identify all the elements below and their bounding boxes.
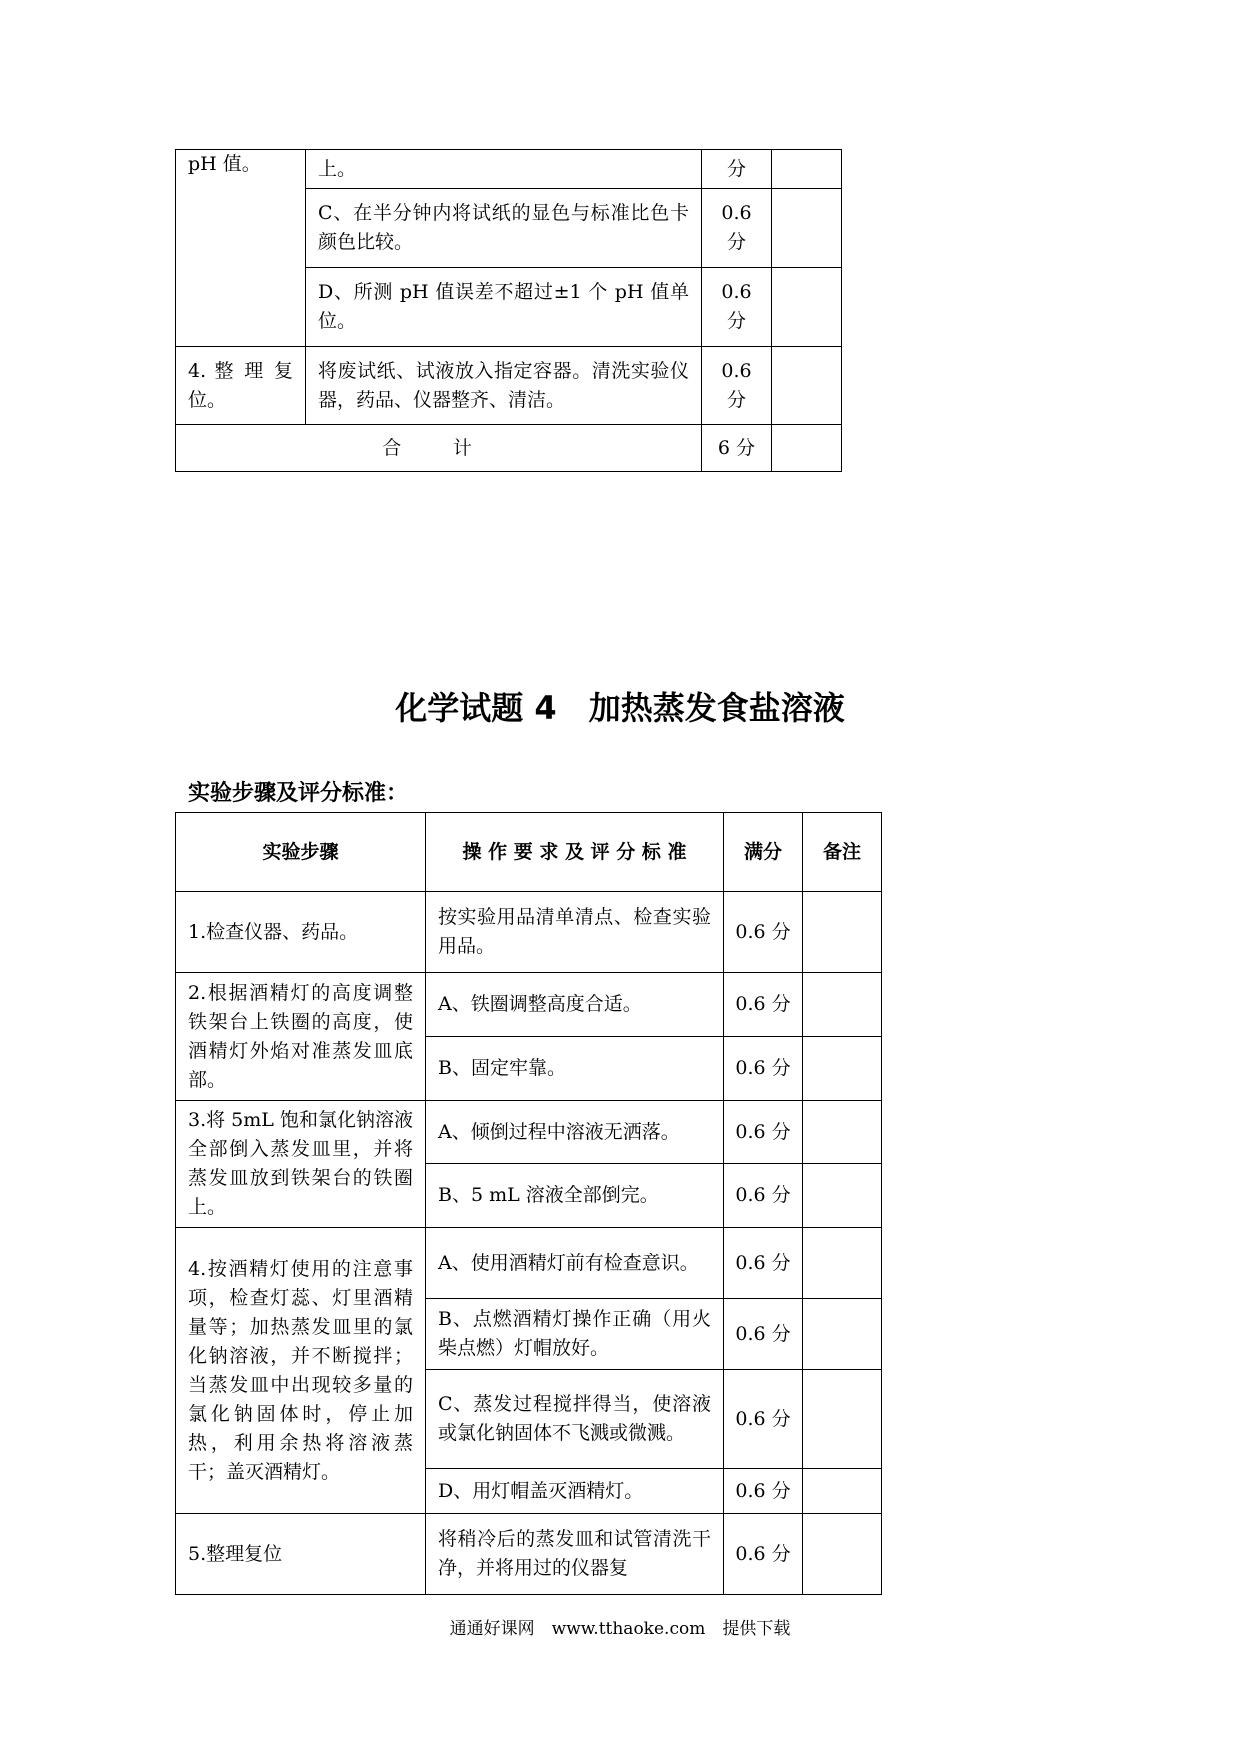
- table-row: [176, 347, 842, 425]
- requirement-cell: C、蒸发过程搅拌得当，使溶液或氯化钠固体不飞溅或微溅。: [426, 1370, 724, 1469]
- requirement-cell: D、所测 pH 值误差不超过±1 个 pH 值单位。: [306, 268, 702, 347]
- note-cell: [772, 347, 842, 425]
- score-table-continued: [175, 149, 842, 472]
- note-cell: [803, 973, 882, 1037]
- header-step: 实验步骤: [176, 813, 426, 892]
- note-cell: [803, 1370, 882, 1469]
- note-cell: [803, 1228, 882, 1299]
- note-cell: [803, 892, 882, 973]
- step-cell: 3.将 5mL 饱和氯化钠溶液全部倒入蒸发皿里，并将蒸发皿放到铁架台的铁圈上。: [176, 1101, 426, 1228]
- note-cell: [803, 1164, 882, 1228]
- score-cell: 分: [702, 150, 772, 189]
- step-cell: 4.按酒精灯使用的注意事项，检查灯蕊、灯里酒精量等；加热蒸发皿里的氯化钠溶液，并不断搅拌；当蒸发皿中出现较多量的氯化钠固体时，停止加热，利用余热将溶液蒸干；盖灭酒精灯。: [176, 1228, 426, 1514]
- total-row: [176, 425, 842, 472]
- header-note: 备注: [803, 813, 882, 892]
- score-cell: 0.6 分: [724, 1514, 803, 1595]
- step-cell: 1.检查仪器、药品。: [176, 892, 426, 973]
- note-cell: [803, 1514, 882, 1595]
- requirement-cell: B、点燃酒精灯操作正确（用火柴点燃）灯帽放好。: [426, 1299, 724, 1370]
- requirement-cell: C、在半分钟内将试纸的显色与标准比色卡颜色比较。: [306, 189, 702, 268]
- section-label: 实验步骤及评分标准：: [188, 781, 409, 806]
- score-cell: 0.6 分: [724, 892, 803, 973]
- requirement-cell: A、使用酒精灯前有检查意识。: [426, 1228, 724, 1299]
- score-cell: 0.6 分: [724, 1469, 803, 1514]
- step-cell: 5.整理复位: [176, 1514, 426, 1595]
- score-cell: 0.6 分: [724, 1370, 803, 1469]
- note-cell: [803, 1299, 882, 1370]
- score-cell: 0.6 分: [724, 1037, 803, 1101]
- note-cell: [803, 1037, 882, 1101]
- table-row: [176, 1514, 882, 1595]
- score-cell: 0.6 分: [702, 189, 772, 268]
- note-cell: [772, 425, 842, 472]
- table-row: [176, 892, 882, 973]
- score-cell: 0.6 分: [702, 268, 772, 347]
- step-cell: 4. 整 理 复位。: [176, 347, 306, 425]
- total-label: 合 计: [176, 425, 702, 472]
- note-cell: [772, 268, 842, 347]
- step-cell: pH 值。: [176, 150, 306, 347]
- score-cell: 0.6 分: [724, 1299, 803, 1370]
- total-score: 6 分: [702, 425, 772, 472]
- header-requirement: 操 作 要 求 及 评 分 标 准: [426, 813, 724, 892]
- table-row: [176, 973, 882, 1037]
- requirement-cell: 上。: [306, 150, 702, 189]
- header-score: 满分: [724, 813, 803, 892]
- score-cell: 0.6 分: [724, 1164, 803, 1228]
- score-cell: 0.6 分: [724, 1228, 803, 1299]
- table-row: [176, 1228, 882, 1299]
- score-cell: 0.6 分: [724, 973, 803, 1037]
- score-cell: 0.6 分: [724, 1101, 803, 1164]
- note-cell: [803, 1469, 882, 1514]
- footer-text: 通通好课网 www.tthaoke.com 提供下载: [449, 1619, 791, 1639]
- table-row: [176, 1101, 882, 1164]
- requirement-cell: 将废试纸、试液放入指定容器。清洗实验仪器，药品、仪器整齐、清洁。: [306, 347, 702, 425]
- requirement-cell: D、用灯帽盖灭酒精灯。: [426, 1469, 724, 1514]
- header-row: [176, 813, 882, 892]
- note-cell: [803, 1101, 882, 1164]
- score-cell: 0.6 分: [702, 347, 772, 425]
- table-row: [176, 150, 842, 189]
- requirement-cell: A、铁圈调整高度合适。: [426, 973, 724, 1037]
- requirement-cell: B、固定牢靠。: [426, 1037, 724, 1101]
- step-cell: 2.根据酒精灯的高度调整铁架台上铁圈的高度，使酒精灯外焰对准蒸发皿底部。: [176, 973, 426, 1101]
- requirement-cell: 按实验用品清单清点、检查实验用品。: [426, 892, 724, 973]
- requirement-cell: A、倾倒过程中溶液无洒落。: [426, 1101, 724, 1164]
- note-cell: [772, 189, 842, 268]
- requirement-cell: 将稍冷后的蒸发皿和试管清洗干净，并将用过的仪器复: [426, 1514, 724, 1595]
- page-title: 化学试题 4 加热蒸发食盐溶液: [395, 689, 845, 727]
- score-table: [175, 812, 882, 1595]
- note-cell: [772, 150, 842, 189]
- requirement-cell: B、5 mL 溶液全部倒完。: [426, 1164, 724, 1228]
